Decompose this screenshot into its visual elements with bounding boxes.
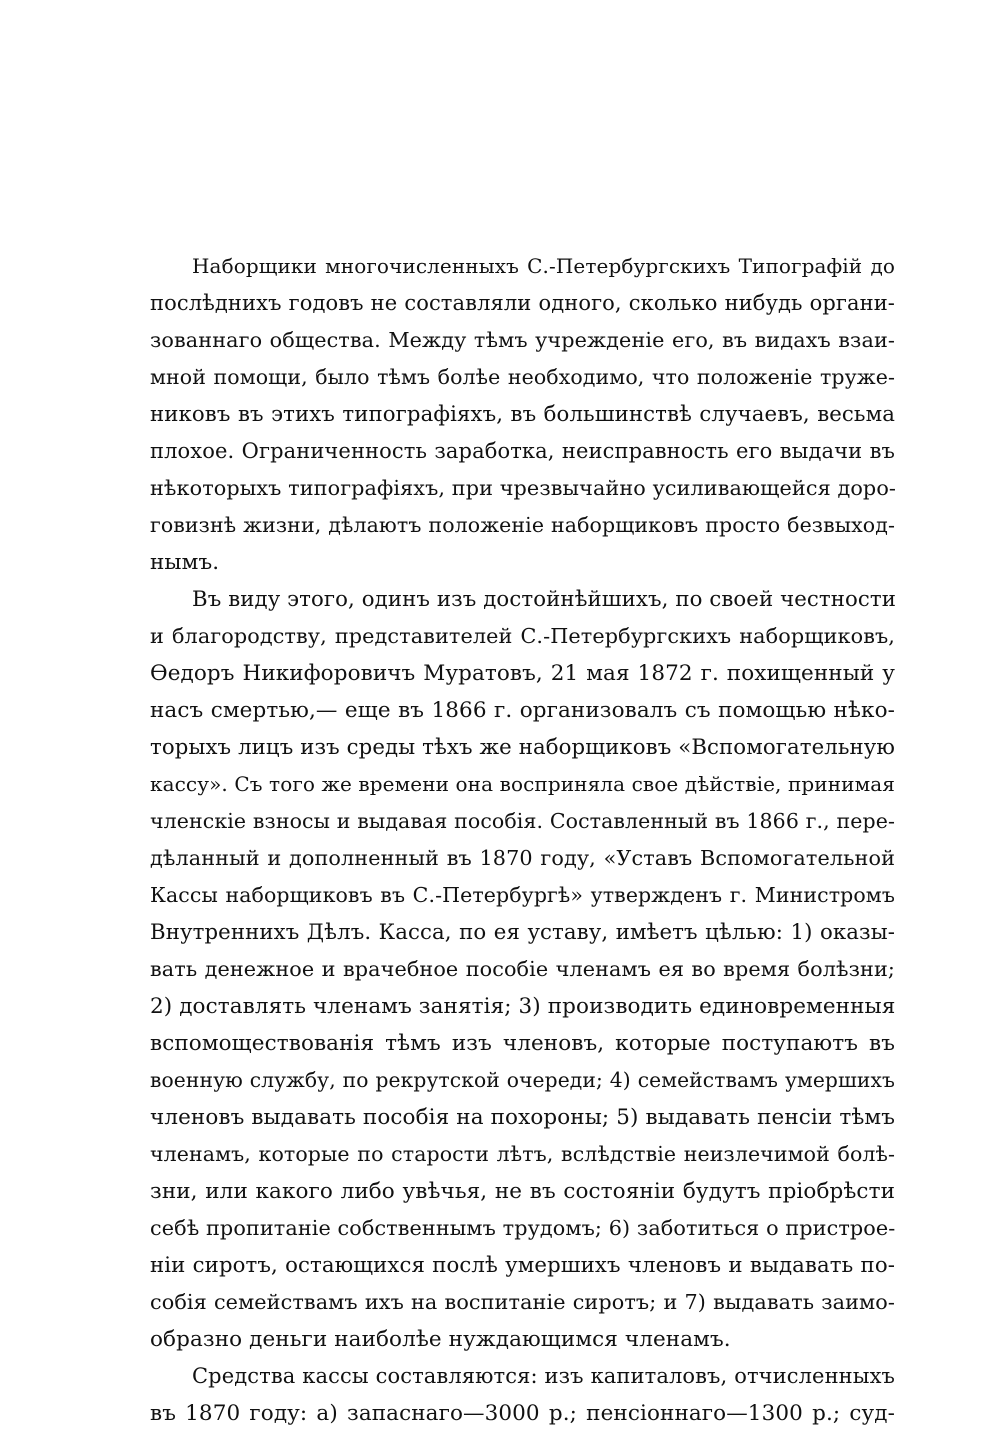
paragraph-2: [150, 581, 895, 1358]
text-line: зни, или какого либо увѣчья, не въ состояніи будутъ пріобрѣсти: [150, 1179, 895, 1204]
text-line: послѣднихъ годовъ не составляли одного, сколько нибудь органи-: [150, 291, 895, 315]
text-line: вспомоществованія тѣмъ изъ членовъ, которые поступаютъ въ: [150, 1031, 895, 1056]
text-line: дѣланный и дополненный въ 1870 году, «Уставъ Вспомогательной: [150, 846, 895, 870]
text-line: членамъ, которые по старости лѣтъ, вслѣдствіе неизлечимой болѣ-: [150, 1142, 895, 1166]
text-line: 2) доставлять членамъ занятія; 3) производить единовременныя: [150, 994, 896, 1019]
paragraph-1: [150, 248, 895, 581]
text-line: Въ виду этого, одинъ изъ достойнѣйшихъ, по своей честности: [192, 587, 897, 612]
text-line: образно деньги наиболѣе нуждающимся членамъ.: [150, 1327, 731, 1352]
text-line: плохое. Ограниченность заработка, неисправность его выдачи въ: [150, 439, 895, 463]
text-line: и благородству, представителей С.-Петербургскихъ наборщиковъ,: [150, 624, 895, 648]
text-line: мной помощи, было тѣмъ болѣе необходимо, что положеніе труже-: [150, 365, 895, 389]
text-line: нѣкоторыхъ типографіяхъ, при чрезвычайно усиливающейся доро-: [150, 476, 897, 500]
text-line: торыхъ лицъ изъ среды тѣхъ же наборщиковъ «Вспомогательную: [150, 735, 895, 760]
text-line: въ 1870 году: а) запаснаго—3000 р.; пенсіоннаго—1300 р.; суд-: [150, 1401, 895, 1426]
text-line: кассу». Съ того же времени она восприняла свое дѣйствіе, принимая: [150, 772, 895, 796]
text-line: зованнаго общества. Между тѣмъ учрежденіе его, въ видахъ взаи-: [150, 328, 895, 352]
text-line: Средства кассы составляются: изъ капиталовъ, отчисленныхъ: [192, 1364, 895, 1388]
text-line: ніи сиротъ, остающихся послѣ умершихъ членовъ и выдавать по-: [150, 1253, 895, 1278]
text-line: военную службу, по рекрутской очереди; 4) семействамъ умершихъ: [150, 1068, 895, 1092]
text-line: никовъ въ этихъ типографіяхъ, въ большинствѣ случаевъ, весьма: [150, 402, 895, 427]
text-line: собія семействамъ ихъ на воспитаніе сиротъ; и 7) выдавать заимо-: [150, 1290, 895, 1314]
text-line: вать денежное и врачебное пособіе членамъ ея во время болѣзни;: [150, 957, 895, 981]
text-line: Ѳедоръ Никифоровичъ Муратовъ, 21 мая 1872 г. похищенный у: [150, 661, 895, 686]
body-text: [150, 248, 895, 1432]
text-line: Внутреннихъ Дѣлъ. Касса, по ея уставу, имѣетъ цѣлью: 1) оказы-: [150, 920, 895, 945]
text-line: Наборщики многочисленныхъ С.-Петербургскихъ Типографій до: [192, 254, 895, 278]
text-line: насъ смертью,— еще въ 1866 г. организовалъ съ помощью нѣко-: [150, 698, 895, 723]
paragraph-3: [150, 1358, 895, 1432]
text-line: себѣ пропитаніе собственнымъ трудомъ; 6) заботиться о пристрое-: [150, 1216, 896, 1240]
text-line: Кассы наборщиковъ въ С.-Петербургѣ» утвержденъ г. Министромъ: [150, 883, 895, 907]
text-line: нымъ.: [150, 550, 220, 575]
text-line: членовъ выдавать пособія на похороны; 5) выдавать пенсіи тѣмъ: [150, 1105, 895, 1130]
text-line: говизнѣ жизни, дѣлаютъ положеніе наборщиковъ просто безвыход-: [150, 513, 895, 537]
text-line: членскіе взносы и выдавая пособія. Составленный въ 1866 г., пере-: [150, 809, 895, 833]
